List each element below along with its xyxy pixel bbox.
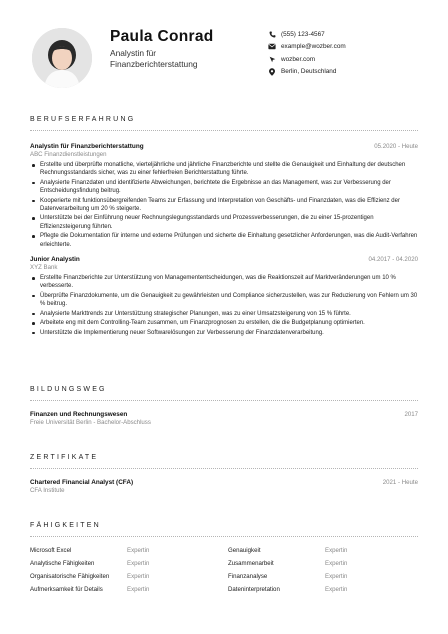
skill-level: Expertin <box>325 586 348 593</box>
skill-level: Expertin <box>127 573 150 580</box>
certificate-entry-title: Chartered Financial Analyst (CFA) <box>30 479 134 486</box>
education-entry-title: Finanzen und Rechnungswesen <box>30 411 128 418</box>
skill-level: Expertin <box>127 560 150 567</box>
skill-level: Expertin <box>325 547 348 554</box>
skill-item <box>30 586 150 593</box>
cursor-icon <box>268 55 276 63</box>
job-entry-dates: 04.2017 - 04.2020 <box>368 256 418 264</box>
certificate-entry <box>30 479 418 494</box>
job-entry-company: XYZ Bank <box>30 264 58 272</box>
skill-item <box>30 573 150 580</box>
experience-section <box>30 116 418 338</box>
skill-name: Microsoft Excel <box>30 547 72 554</box>
skills-section <box>30 522 418 599</box>
skill-level: Expertin <box>325 560 348 567</box>
skill-item <box>228 560 348 567</box>
bullet-item: Erstellte und überprüfte monatliche, vierteljährliche und jährliche Finanzberichte und stellte die Genauigkeit und Einhaltung der deutschen Rechnungsstandards sicher, was zu einer fehlerfreien Berichterstattung führte. <box>30 161 418 178</box>
job-entry-title: Junior Analystin <box>30 256 80 264</box>
location-pin-icon <box>268 68 276 76</box>
skill-name: Dateninterpretation <box>228 586 280 593</box>
section-divider <box>30 536 418 537</box>
job-title: Analystin für Finanzberichterstattung <box>110 48 198 69</box>
skill-name: Zusammenarbeit <box>228 560 274 567</box>
job-entry-title: Analystin für Finanzberichterstattung <box>30 143 144 150</box>
bullet-item: Arbeitete eng mit dem Controlling-Team zusammen, um Finanzprognosen zu erstellen, die die Budgetplanung optimierten. <box>30 319 418 327</box>
job-entry-dates: 05.2020 - Heute <box>374 143 418 150</box>
section-title-certificates: ZERTIFIKATE <box>30 454 99 461</box>
contact-phone: (555) 123-4567 <box>268 28 346 40</box>
skill-item <box>228 586 348 593</box>
skill-name: Organisatorische Fähigkeiten <box>30 573 110 580</box>
education-entry-dates: 2017 <box>404 411 418 418</box>
mail-icon <box>268 43 276 51</box>
skill-item <box>228 573 348 580</box>
section-divider <box>30 468 418 469</box>
skill-item <box>30 547 150 554</box>
skill-name: Finanzanalyse <box>228 573 268 580</box>
bullet-item: Kooperierte mit funktionsübergreifenden Teams zur Erfassung und Interpretation von Geschäfts- und Finanzdaten, was die Effizienz der Datenverarbeitung um 20 % steigerte. <box>30 197 418 214</box>
bullet-item: Pflegte die Dokumentation für interne und externe Prüfungen und sicherte die Einhaltung gesetzlicher Anforderungen, was die Audit-Verfahren erleichterte. <box>30 232 418 249</box>
education-entry-institution: Freie Universität Berlin - Bachelor-Abschluss <box>30 419 151 426</box>
contact-block <box>268 28 346 78</box>
bullet-item: Unterstützte die Implementierung neuer Softwarelösungen zur Verbesserung der Finanzdatenverarbeitung. <box>30 329 418 337</box>
skill-level: Expertin <box>127 586 150 593</box>
skill-name: Analytische Fähigkeiten <box>30 560 95 567</box>
contact-website: wozber.com <box>268 53 346 65</box>
job-entry-bullets <box>30 274 418 337</box>
bullet-item: Analysierte Finanzdaten und identifizierte Abweichungen, berichtete die Ergebnisse an das Management, was zur Verbesserung der Entscheidungsfindung beitrug. <box>30 179 418 196</box>
candidate-name: Paula Conrad <box>110 28 214 45</box>
education-entry <box>30 411 418 426</box>
section-divider <box>30 130 418 131</box>
contact-location: Berlin, Deutschland <box>268 66 346 78</box>
education-section <box>30 386 418 426</box>
section-divider <box>30 400 418 401</box>
skill-item <box>228 547 348 554</box>
certificate-entry-dates: 2021 - Heute <box>382 479 418 486</box>
job-entry-company: ABC Finanzdienstleistungen <box>30 151 107 158</box>
profile-photo <box>32 28 92 88</box>
skills-grid <box>30 547 418 599</box>
section-title-experience: BERUFSERFAHRUNG <box>30 116 136 123</box>
section-title-skills: FÄHIGKEITEN <box>30 522 101 529</box>
skill-name: Genauigkeit <box>228 547 261 554</box>
certificate-entry-issuer: CFA Institute <box>30 487 65 494</box>
skill-level: Expertin <box>127 547 150 554</box>
contact-email: example@wozber.com <box>268 41 346 53</box>
skill-name: Aufmerksamkeit für Details <box>30 586 103 593</box>
section-title-education: BILDUNGSWEG <box>30 386 107 393</box>
bullet-item: Erstellte Finanzberichte zur Unterstützung von Managemententscheidungen, was die Reaktionszeit auf Marktveränderungen um 10 % verbesserte. <box>30 274 418 291</box>
certificates-section <box>30 454 418 494</box>
bullet-item: Überprüfte Finanzdokumente, um die Genauigkeit zu gewährleisten und Compliance sicherzustellen, was zur Reduzierung von Fehlern um 30 % beitrug. <box>30 292 418 309</box>
skill-level: Expertin <box>325 573 348 580</box>
job-entry <box>30 256 418 337</box>
job-entry-bullets <box>30 161 418 249</box>
phone-icon <box>268 30 276 38</box>
bullet-item: Unterstützte bei der Einführung neuer Rechnungslegungsstandards und Prozessverbesserungen, die zu einer 15-prozentigen Effizienzsteigerung führten. <box>30 214 418 231</box>
job-entry <box>30 143 418 249</box>
skill-item <box>30 560 150 567</box>
bullet-item: Analysierte Markttrends zur Unterstützung strategischer Planungen, was zu einer Umsatzsteigerung von 15 % führte. <box>30 310 418 318</box>
